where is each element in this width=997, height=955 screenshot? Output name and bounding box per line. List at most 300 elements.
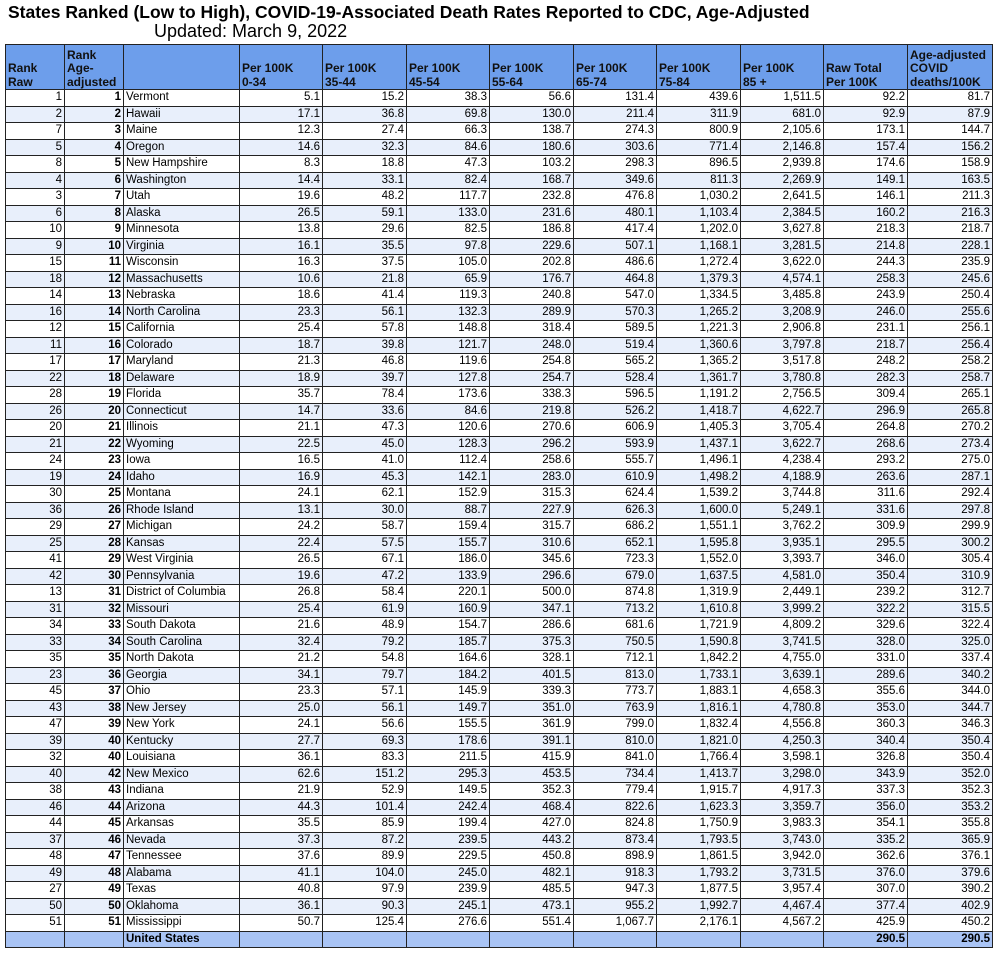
cell-raw-total-per100k: 231.1 xyxy=(824,321,908,338)
header-line: Per 100K xyxy=(743,61,795,75)
cell-per100k-85-plus: 3,741.5 xyxy=(741,634,824,651)
cell-per100k-55-64: 232.8 xyxy=(490,189,574,206)
cell-per100k-65-74: 610.9 xyxy=(574,469,657,486)
cell-rank-age-adjusted: 36 xyxy=(65,667,124,684)
cell-raw-total-per100k: 377.4 xyxy=(824,898,908,915)
cell-per100k-45-54: 112.4 xyxy=(407,453,490,470)
cell-per100k-0-34: 44.3 xyxy=(240,799,323,816)
cell-per100k-45-54: 159.4 xyxy=(407,519,490,536)
cell-raw-total-per100k: 157.4 xyxy=(824,139,908,156)
cell-state: New Mexico xyxy=(124,766,240,783)
cell-per100k-35-44: 79.7 xyxy=(323,667,407,684)
cell-rank-age-adjusted: 21 xyxy=(65,420,124,437)
table-row xyxy=(6,552,993,569)
cell-per100k-55-64: 254.8 xyxy=(490,354,574,371)
cell-rank-age-adjusted: 45 xyxy=(65,816,124,833)
cell-per100k-35-44: 33.6 xyxy=(323,403,407,420)
cell-per100k-35-44: 56.1 xyxy=(323,304,407,321)
cell-rank-age-adjusted: 2 xyxy=(65,106,124,123)
table-row xyxy=(6,519,993,536)
cell-state: United States xyxy=(124,931,240,948)
cell-per100k-45-54: 245.0 xyxy=(407,865,490,882)
cell-per100k-45-54: 142.1 xyxy=(407,469,490,486)
cell-state: South Carolina xyxy=(124,634,240,651)
cell-rank-raw: 6 xyxy=(6,205,65,222)
page-title: States Ranked (Low to High), COVID-19-Associated Death Rates Reported to CDC, Age-Adjusted xyxy=(8,2,810,22)
cell-rank-raw: 1 xyxy=(6,90,65,107)
total-row xyxy=(6,931,993,948)
cell-per100k-85-plus: 1,511.5 xyxy=(741,90,824,107)
cell-rank-raw: 47 xyxy=(6,717,65,734)
cell-rank-age-adjusted: 16 xyxy=(65,337,124,354)
cell-age-adjusted-deaths-per100k: 344.0 xyxy=(908,684,993,701)
cell-per100k-0-34: 24.2 xyxy=(240,519,323,536)
cell-rank-age-adjusted: 18 xyxy=(65,370,124,387)
cell-rank-raw: 22 xyxy=(6,370,65,387)
column-header-per100k-0-34 xyxy=(240,45,323,90)
cell-per100k-85-plus: 2,906.8 xyxy=(741,321,824,338)
cell-per100k-0-34: 19.6 xyxy=(240,568,323,585)
table-row xyxy=(6,106,993,123)
cell-per100k-85-plus: 3,359.7 xyxy=(741,799,824,816)
cell-raw-total-per100k: 309.4 xyxy=(824,387,908,404)
cell-per100k-65-74: 555.7 xyxy=(574,453,657,470)
cell-per100k-35-44: 21.8 xyxy=(323,271,407,288)
cell-rank-raw: 32 xyxy=(6,750,65,767)
cell-per100k-35-44: 79.2 xyxy=(323,634,407,651)
cell-raw-total-per100k: 268.6 xyxy=(824,436,908,453)
cell-per100k-65-74 xyxy=(574,931,657,948)
cell-per100k-0-34: 40.8 xyxy=(240,882,323,899)
cell-age-adjusted-deaths-per100k: 144.7 xyxy=(908,123,993,140)
cell-per100k-45-54: 97.8 xyxy=(407,238,490,255)
header-line: Per 100K xyxy=(659,61,711,75)
cell-rank-age-adjusted: 37 xyxy=(65,684,124,701)
cell-per100k-85-plus: 3,281.5 xyxy=(741,238,824,255)
header-line: Age- xyxy=(67,61,94,75)
cell-per100k-0-34: 13.8 xyxy=(240,222,323,239)
cell-raw-total-per100k: 293.2 xyxy=(824,453,908,470)
cell-per100k-85-plus: 3,797.8 xyxy=(741,337,824,354)
cell-rank-raw: 2 xyxy=(6,106,65,123)
table-row xyxy=(6,651,993,668)
cell-age-adjusted-deaths-per100k: 218.7 xyxy=(908,222,993,239)
cell-state: New Jersey xyxy=(124,700,240,717)
cell-age-adjusted-deaths-per100k: 256.1 xyxy=(908,321,993,338)
header-line: 65-74 xyxy=(576,74,607,89)
cell-per100k-85-plus: 3,485.8 xyxy=(741,288,824,305)
cell-per100k-65-74: 131.4 xyxy=(574,90,657,107)
cell-per100k-0-34: 14.4 xyxy=(240,172,323,189)
table-row xyxy=(6,667,993,684)
cell-per100k-55-64: 339.3 xyxy=(490,684,574,701)
table-row xyxy=(6,139,993,156)
cell-per100k-35-44: 41.4 xyxy=(323,288,407,305)
cell-per100k-35-44: 97.9 xyxy=(323,882,407,899)
cell-raw-total-per100k: 328.0 xyxy=(824,634,908,651)
cell-per100k-55-64: 551.4 xyxy=(490,915,574,932)
cell-per100k-0-34: 21.9 xyxy=(240,783,323,800)
cell-per100k-45-54: 185.7 xyxy=(407,634,490,651)
cell-rank-raw: 8 xyxy=(6,156,65,173)
cell-per100k-35-44 xyxy=(323,931,407,948)
table-row xyxy=(6,733,993,750)
cell-age-adjusted-deaths-per100k: 228.1 xyxy=(908,238,993,255)
cell-per100k-0-34: 16.5 xyxy=(240,453,323,470)
cell-rank-age-adjusted: 17 xyxy=(65,354,124,371)
cell-per100k-35-44: 78.4 xyxy=(323,387,407,404)
cell-per100k-65-74: 528.4 xyxy=(574,370,657,387)
cell-per100k-35-44: 27.4 xyxy=(323,123,407,140)
cell-age-adjusted-deaths-per100k: 156.2 xyxy=(908,139,993,156)
cell-per100k-75-84: 1,418.7 xyxy=(657,403,741,420)
cell-per100k-65-74: 606.9 xyxy=(574,420,657,437)
cell-per100k-65-74: 763.9 xyxy=(574,700,657,717)
header-line: Per 100K xyxy=(492,61,544,75)
cell-per100k-65-74: 810.0 xyxy=(574,733,657,750)
cell-age-adjusted-deaths-per100k: 376.1 xyxy=(908,849,993,866)
cell-state: Montana xyxy=(124,486,240,503)
table-row xyxy=(6,90,993,107)
cell-per100k-55-64: 240.8 xyxy=(490,288,574,305)
cell-per100k-65-74: 507.1 xyxy=(574,238,657,255)
cell-per100k-0-34: 8.3 xyxy=(240,156,323,173)
cell-raw-total-per100k: 362.6 xyxy=(824,849,908,866)
cell-per100k-0-34: 21.2 xyxy=(240,651,323,668)
cell-per100k-55-64: 103.2 xyxy=(490,156,574,173)
cell-per100k-65-74: 626.3 xyxy=(574,502,657,519)
cell-rank-raw: 37 xyxy=(6,832,65,849)
cell-state: Georgia xyxy=(124,667,240,684)
cell-per100k-35-44: 54.8 xyxy=(323,651,407,668)
cell-per100k-65-74: 898.9 xyxy=(574,849,657,866)
cell-per100k-35-44: 59.1 xyxy=(323,205,407,222)
cell-per100k-35-44: 36.8 xyxy=(323,106,407,123)
cell-raw-total-per100k: 360.3 xyxy=(824,717,908,734)
cell-per100k-35-44: 61.9 xyxy=(323,601,407,618)
table-body xyxy=(6,90,993,948)
cell-rank-age-adjusted: 13 xyxy=(65,288,124,305)
cell-per100k-85-plus: 2,269.9 xyxy=(741,172,824,189)
cell-per100k-0-34: 14.7 xyxy=(240,403,323,420)
cell-per100k-75-84: 1,498.2 xyxy=(657,469,741,486)
cell-raw-total-per100k: 149.1 xyxy=(824,172,908,189)
cell-rank-age-adjusted: 20 xyxy=(65,403,124,420)
cell-per100k-0-34: 34.1 xyxy=(240,667,323,684)
table-row xyxy=(6,271,993,288)
cell-per100k-65-74: 476.8 xyxy=(574,189,657,206)
cell-per100k-75-84: 1,168.1 xyxy=(657,238,741,255)
cell-rank-raw: 49 xyxy=(6,865,65,882)
header-line: 45-54 xyxy=(409,74,440,89)
cell-raw-total-per100k: 376.0 xyxy=(824,865,908,882)
cell-rank-age-adjusted: 24 xyxy=(65,469,124,486)
cell-raw-total-per100k: 174.6 xyxy=(824,156,908,173)
cell-raw-total-per100k: 307.0 xyxy=(824,882,908,899)
cell-per100k-0-34: 26.8 xyxy=(240,585,323,602)
cell-per100k-45-54: 178.6 xyxy=(407,733,490,750)
cell-rank-age-adjusted: 51 xyxy=(65,915,124,932)
cell-per100k-55-64: 315.3 xyxy=(490,486,574,503)
cell-raw-total-per100k: 354.1 xyxy=(824,816,908,833)
cell-state: Rhode Island xyxy=(124,502,240,519)
header-line: Per 100K xyxy=(409,61,461,75)
table-row xyxy=(6,436,993,453)
cell-per100k-85-plus: 3,780.8 xyxy=(741,370,824,387)
table-row xyxy=(6,502,993,519)
cell-state: Oregon xyxy=(124,139,240,156)
cell-per100k-65-74: 679.0 xyxy=(574,568,657,585)
cell-raw-total-per100k: 350.4 xyxy=(824,568,908,585)
cell-per100k-45-54: 105.0 xyxy=(407,255,490,272)
cell-rank-age-adjusted: 6 xyxy=(65,172,124,189)
cell-per100k-45-54: 149.7 xyxy=(407,700,490,717)
cell-per100k-0-34: 21.3 xyxy=(240,354,323,371)
header-line: Raw xyxy=(8,74,33,89)
cell-per100k-65-74: 813.0 xyxy=(574,667,657,684)
cell-per100k-65-74: 589.5 xyxy=(574,321,657,338)
cell-per100k-85-plus: 3,744.8 xyxy=(741,486,824,503)
cell-per100k-0-34: 16.1 xyxy=(240,238,323,255)
cell-rank-raw: 43 xyxy=(6,700,65,717)
cell-state: Colorado xyxy=(124,337,240,354)
cell-state: Michigan xyxy=(124,519,240,536)
cell-rank-raw: 29 xyxy=(6,519,65,536)
cell-state: New Hampshire xyxy=(124,156,240,173)
cell-state: Kansas xyxy=(124,535,240,552)
cell-raw-total-per100k: 264.8 xyxy=(824,420,908,437)
table-row xyxy=(6,915,993,932)
table-row xyxy=(6,849,993,866)
cell-per100k-0-34: 25.4 xyxy=(240,601,323,618)
cell-rank-raw: 11 xyxy=(6,337,65,354)
cell-per100k-75-84: 1,334.5 xyxy=(657,288,741,305)
cell-per100k-65-74: 873.4 xyxy=(574,832,657,849)
cell-per100k-65-74: 750.5 xyxy=(574,634,657,651)
cell-per100k-65-74: 464.8 xyxy=(574,271,657,288)
cell-state: Idaho xyxy=(124,469,240,486)
cell-raw-total-per100k: 343.9 xyxy=(824,766,908,783)
cell-per100k-35-44: 39.8 xyxy=(323,337,407,354)
cell-per100k-65-74: 681.6 xyxy=(574,618,657,635)
cell-per100k-85-plus xyxy=(741,931,824,948)
cell-age-adjusted-deaths-per100k: 350.4 xyxy=(908,750,993,767)
header-line: 85 + xyxy=(743,74,767,89)
cell-per100k-0-34: 23.3 xyxy=(240,304,323,321)
header-line: Per 100K xyxy=(826,74,878,89)
cell-per100k-75-84: 1,319.9 xyxy=(657,585,741,602)
cell-per100k-65-74: 570.3 xyxy=(574,304,657,321)
cell-per100k-85-plus: 4,250.3 xyxy=(741,733,824,750)
table-row xyxy=(6,535,993,552)
cell-per100k-55-64: 345.6 xyxy=(490,552,574,569)
column-header-age-adjusted-deaths-per100k xyxy=(908,45,993,90)
header-line: Raw Total xyxy=(826,61,882,75)
cell-age-adjusted-deaths-per100k: 245.6 xyxy=(908,271,993,288)
cell-per100k-65-74: 773.7 xyxy=(574,684,657,701)
cell-rank-age-adjusted: 40 xyxy=(65,733,124,750)
cell-age-adjusted-deaths-per100k: 258.2 xyxy=(908,354,993,371)
cell-state: North Dakota xyxy=(124,651,240,668)
cell-state: Wyoming xyxy=(124,436,240,453)
cell-per100k-45-54: 66.3 xyxy=(407,123,490,140)
cell-per100k-85-plus: 2,756.5 xyxy=(741,387,824,404)
cell-per100k-45-54: 152.9 xyxy=(407,486,490,503)
cell-raw-total-per100k: 243.9 xyxy=(824,288,908,305)
cell-rank-raw: 28 xyxy=(6,387,65,404)
cell-state: Massachusetts xyxy=(124,271,240,288)
cell-raw-total-per100k: 296.9 xyxy=(824,403,908,420)
cell-age-adjusted-deaths-per100k: 346.3 xyxy=(908,717,993,734)
cell-raw-total-per100k: 248.2 xyxy=(824,354,908,371)
cell-age-adjusted-deaths-per100k: 81.7 xyxy=(908,90,993,107)
cell-per100k-55-64: 500.0 xyxy=(490,585,574,602)
cell-per100k-55-64: 352.3 xyxy=(490,783,574,800)
cell-per100k-75-84: 1,842.2 xyxy=(657,651,741,668)
cell-per100k-35-44: 41.0 xyxy=(323,453,407,470)
header-line: deaths/100K xyxy=(910,74,981,89)
cell-per100k-0-34: 13.1 xyxy=(240,502,323,519)
table-row xyxy=(6,469,993,486)
cell-per100k-75-84: 1,915.7 xyxy=(657,783,741,800)
cell-per100k-55-64: 248.0 xyxy=(490,337,574,354)
cell-per100k-35-44: 57.5 xyxy=(323,535,407,552)
cell-per100k-65-74: 955.2 xyxy=(574,898,657,915)
header-line: Per 100K xyxy=(242,61,294,75)
cell-per100k-0-34: 21.1 xyxy=(240,420,323,437)
cell-per100k-45-54: 184.2 xyxy=(407,667,490,684)
table-row xyxy=(6,832,993,849)
header-line: 75-84 xyxy=(659,74,690,89)
table-row xyxy=(6,568,993,585)
cell-per100k-85-plus: 3,622.7 xyxy=(741,436,824,453)
column-header-raw-total-per100k xyxy=(824,45,908,90)
cell-per100k-85-plus: 3,517.8 xyxy=(741,354,824,371)
cell-raw-total-per100k: 356.0 xyxy=(824,799,908,816)
cell-per100k-35-44: 90.3 xyxy=(323,898,407,915)
cell-per100k-45-54: 132.3 xyxy=(407,304,490,321)
table-row xyxy=(6,420,993,437)
cell-per100k-65-74: 593.9 xyxy=(574,436,657,453)
cell-per100k-75-84: 1,821.0 xyxy=(657,733,741,750)
cell-per100k-55-64: 361.9 xyxy=(490,717,574,734)
table-row xyxy=(6,156,993,173)
cell-rank-age-adjusted: 14 xyxy=(65,304,124,321)
cell-raw-total-per100k: 239.2 xyxy=(824,585,908,602)
cell-raw-total-per100k: 335.2 xyxy=(824,832,908,849)
cell-rank-raw: 39 xyxy=(6,733,65,750)
cell-per100k-0-34: 26.5 xyxy=(240,205,323,222)
cell-state: Maryland xyxy=(124,354,240,371)
cell-age-adjusted-deaths-per100k: 350.4 xyxy=(908,733,993,750)
table-row xyxy=(6,750,993,767)
cell-raw-total-per100k: 337.3 xyxy=(824,783,908,800)
cell-raw-total-per100k: 290.5 xyxy=(824,931,908,948)
cell-per100k-35-44: 30.0 xyxy=(323,502,407,519)
cell-per100k-0-34: 23.3 xyxy=(240,684,323,701)
cell-age-adjusted-deaths-per100k: 158.9 xyxy=(908,156,993,173)
cell-rank-raw: 33 xyxy=(6,634,65,651)
cell-raw-total-per100k: 246.0 xyxy=(824,304,908,321)
table-row xyxy=(6,321,993,338)
cell-rank-raw: 27 xyxy=(6,882,65,899)
cell-rank-age-adjusted: 33 xyxy=(65,618,124,635)
cell-per100k-85-plus: 4,780.8 xyxy=(741,700,824,717)
cell-per100k-0-34: 18.6 xyxy=(240,288,323,305)
cell-per100k-55-64: 415.9 xyxy=(490,750,574,767)
cell-rank-raw: 23 xyxy=(6,667,65,684)
cell-rank-age-adjusted: 50 xyxy=(65,898,124,915)
cell-per100k-65-74: 874.8 xyxy=(574,585,657,602)
cell-age-adjusted-deaths-per100k: 216.3 xyxy=(908,205,993,222)
cell-per100k-75-84: 1,590.8 xyxy=(657,634,741,651)
cell-age-adjusted-deaths-per100k: 299.9 xyxy=(908,519,993,536)
cell-raw-total-per100k: 263.6 xyxy=(824,469,908,486)
table-row xyxy=(6,783,993,800)
cell-per100k-35-44: 47.2 xyxy=(323,568,407,585)
cell-per100k-35-44: 67.1 xyxy=(323,552,407,569)
cell-rank-age-adjusted: 15 xyxy=(65,321,124,338)
cell-per100k-55-64: 258.6 xyxy=(490,453,574,470)
table-row xyxy=(6,288,993,305)
cell-raw-total-per100k: 346.0 xyxy=(824,552,908,569)
cell-per100k-0-34: 22.4 xyxy=(240,535,323,552)
cell-age-adjusted-deaths-per100k: 265.1 xyxy=(908,387,993,404)
cell-per100k-75-84: 439.6 xyxy=(657,90,741,107)
cell-age-adjusted-deaths-per100k: 211.3 xyxy=(908,189,993,206)
cell-rank-raw: 38 xyxy=(6,783,65,800)
cell-per100k-0-34: 36.1 xyxy=(240,750,323,767)
cell-age-adjusted-deaths-per100k: 310.9 xyxy=(908,568,993,585)
cell-age-adjusted-deaths-per100k: 337.4 xyxy=(908,651,993,668)
cell-per100k-0-34: 24.1 xyxy=(240,717,323,734)
cell-per100k-45-54: 84.6 xyxy=(407,139,490,156)
cell-per100k-55-64: 310.6 xyxy=(490,535,574,552)
cell-rank-age-adjusted: 3 xyxy=(65,123,124,140)
cell-age-adjusted-deaths-per100k: 379.6 xyxy=(908,865,993,882)
cell-raw-total-per100k: 355.6 xyxy=(824,684,908,701)
cell-rank-age-adjusted: 42 xyxy=(65,766,124,783)
cell-per100k-0-34 xyxy=(240,931,323,948)
cell-per100k-55-64 xyxy=(490,931,574,948)
cell-state: Pennsylvania xyxy=(124,568,240,585)
cell-rank-raw: 48 xyxy=(6,849,65,866)
cell-per100k-55-64: 347.1 xyxy=(490,601,574,618)
cell-per100k-0-34: 26.5 xyxy=(240,552,323,569)
cell-per100k-45-54: 239.5 xyxy=(407,832,490,849)
cell-per100k-0-34: 18.9 xyxy=(240,370,323,387)
cell-state: Nevada xyxy=(124,832,240,849)
cell-rank-raw: 7 xyxy=(6,123,65,140)
table-row xyxy=(6,387,993,404)
cell-per100k-45-54: 120.6 xyxy=(407,420,490,437)
header-line: 35-44 xyxy=(325,74,356,89)
cell-age-adjusted-deaths-per100k: 355.8 xyxy=(908,816,993,833)
cell-per100k-85-plus: 3,622.0 xyxy=(741,255,824,272)
cell-per100k-0-34: 22.5 xyxy=(240,436,323,453)
cell-per100k-35-44: 47.3 xyxy=(323,420,407,437)
table-row xyxy=(6,799,993,816)
cell-rank-age-adjusted: 27 xyxy=(65,519,124,536)
cell-per100k-45-54: 211.5 xyxy=(407,750,490,767)
cell-per100k-0-34: 21.6 xyxy=(240,618,323,635)
cell-per100k-35-44: 37.5 xyxy=(323,255,407,272)
cell-rank-age-adjusted: 32 xyxy=(65,601,124,618)
cell-per100k-75-84: 311.9 xyxy=(657,106,741,123)
cell-age-adjusted-deaths-per100k: 287.1 xyxy=(908,469,993,486)
table-row xyxy=(6,486,993,503)
header-line: Per 100K xyxy=(325,61,377,75)
